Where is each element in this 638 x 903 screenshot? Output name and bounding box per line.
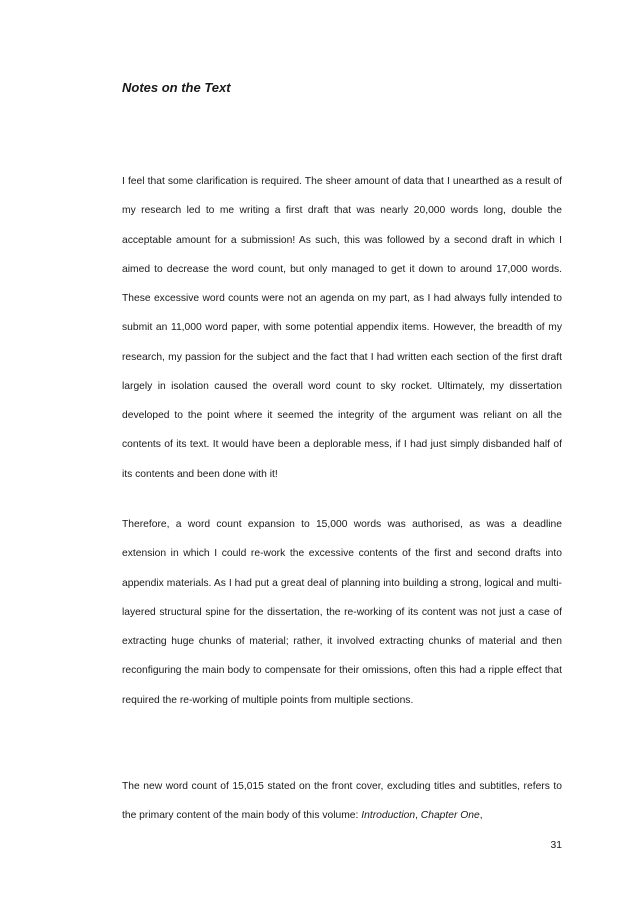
paragraph-1: I feel that some clarification is required. The sheer amount of data that I unearthed as a result of my research led to me writing a first draft that was nearly 20,000 words long, double the acceptable amount for a submission! As such, this was followed by a second draft in which I aimed to decrease the word count, but only managed to get it down to around 17,000 words. These excessive word counts were not an agenda on my part, as I had always fully intended to submit an 11,000 word paper, with some potential appendix items. However, the breadth of my research, my passion for the subject and the fact that I had written each section of the first draft largely in isolation caused the overall word count to sky rocket. Ultimately, my dissertation developed to the point where it seemed the integrity of the argument was reliant on all the contents of its text. It would have been a deplorable mess, if I had just simply disbanded half of its contents and been done with it! [122, 176, 562, 480]
paragraph-3-italic-introduction: Introduction [361, 810, 416, 822]
paragraph-3-text: The new word count of 15,015 stated on the front cover, excluding titles and subtitles, refers to the primary content of the main body of this volume: [122, 781, 562, 822]
page-number: 31 [550, 840, 562, 851]
paragraph-3-separator-1: , [415, 810, 421, 822]
paragraph-3-separator-2: , [479, 810, 483, 822]
paragraph-2: Therefore, a word count expansion to 15,000 words was authorised, as was a deadline extension in which I could re-work the excessive contents of the first and second drafts into appendix materials. As I had put a great deal of planning into building a strong, logical and multi-layered structural spine for the dissertation, the re-working of its content was not just a case of extracting huge chunks of material; rather, it involved extracting chunks of material and then reconfiguring the main body to compensate for their omissions, often this had a ripple effect that required the re-working of multiple points from multiple sections. [122, 519, 562, 706]
page-title: Notes on the Text [122, 80, 231, 95]
paragraph-3 [122, 772, 562, 831]
paragraph-3-italic-chapter-one: Chapter One [420, 810, 480, 822]
